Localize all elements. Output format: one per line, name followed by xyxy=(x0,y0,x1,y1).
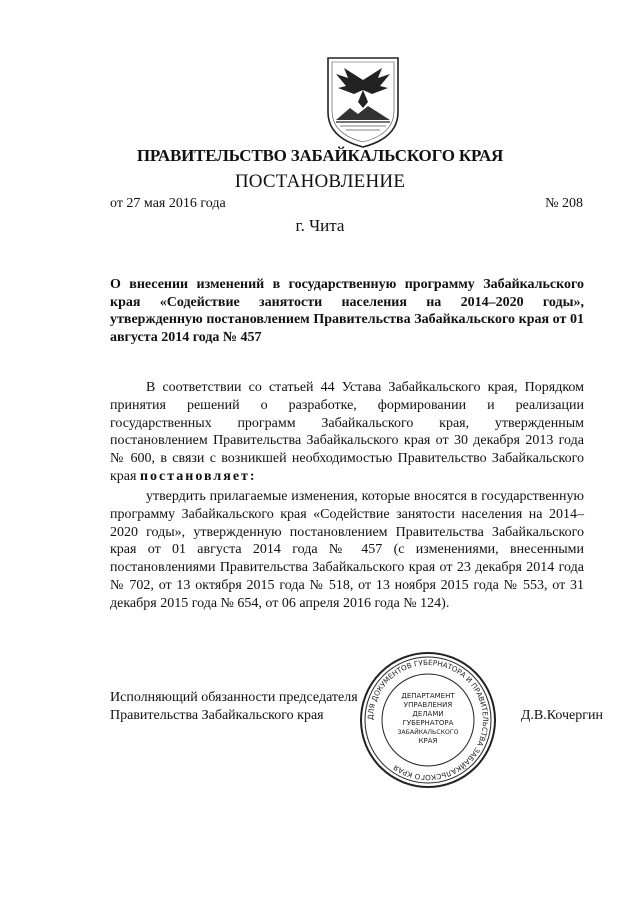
stamp-ring-text: ДЛЯ ДОКУМЕНТОВ ГУБЕРНАТОРА И ПРАВИТЕЛЬСТВА ЗАБАЙКАЛЬСКОГО КРАЯ xyxy=(365,657,491,783)
stamp-center-line-2: УПРАВЛЕНИЯ xyxy=(403,701,453,709)
government-name: ПРАВИТЕЛЬСТВО ЗАБАЙКАЛЬСКОГО КРАЯ xyxy=(136,146,504,165)
document-city: г. Чита xyxy=(295,216,345,235)
stamp-center-line-5: ЗАБАЙКАЛЬСКОГО xyxy=(397,729,459,736)
stamp-center-line-4: ГУБЕРНАТОРА xyxy=(402,719,454,727)
document-number: № 208 xyxy=(545,196,583,211)
signatory-position-line-1: Исполняющий обязанности председателя xyxy=(110,690,358,705)
resolution-keyword: постановляет: xyxy=(139,468,257,484)
body-paragraph-1 xyxy=(110,379,584,486)
stamp-center-line-1: ДЕПАРТАМЕНТ xyxy=(401,692,455,700)
signatory-position-line-2: Правительства Забайкальского края xyxy=(110,708,324,723)
document-type: ПОСТАНОВЛЕНИЕ xyxy=(234,171,406,192)
stamp-center-line-6: КРАЯ xyxy=(418,737,438,745)
coat-of-arms-emblem xyxy=(318,50,408,150)
document-date: от 27 мая 2016 года xyxy=(110,196,226,211)
paragraph-2-text: утвердить прилагаемые изменения, которые вносятся в государственную программу Забайкальского края «Содействие занятости населения на 2014–2020 годы», утвержденную постановлением Правительства Забайкальского края от 01 августа 2014 года № 457 (с изменениями, внесенными постановлениями Правительства Забайкальского края от 23 декабря 2014 года № 702, от 13 октября 2015 года № 518, от 13 ноября 2015 года № 553, от 31 декабря 2015 года № 654, от 06 апреля 2016 года № 124). xyxy=(110,489,584,611)
stamp-center-line-3: ДЕЛАМИ xyxy=(412,710,444,718)
official-stamp xyxy=(358,650,498,790)
body-paragraph-2 xyxy=(110,488,584,613)
paragraph-1-text: В соответствии со статьей 44 Устава Забайкальского края, Порядком принятия решений о разработке, формировании и реализации государственных программ Забайкальского края, утвержденным постановлением Правительства Забайкальского края от 30 декабря 2013 года № 600, в связи с возникшей необходимостью Правительство Забайкальского края xyxy=(110,380,584,484)
document-title: О внесении изменений в государственную программу Забайкальского края «Содействие занятости населения на 2014–2020 годы», утвержденную постановлением Правительства Забайкальского края от 01 августа 2014 года № 457 xyxy=(110,277,584,345)
signatory-name: Д.В.Кочергин xyxy=(520,708,603,723)
